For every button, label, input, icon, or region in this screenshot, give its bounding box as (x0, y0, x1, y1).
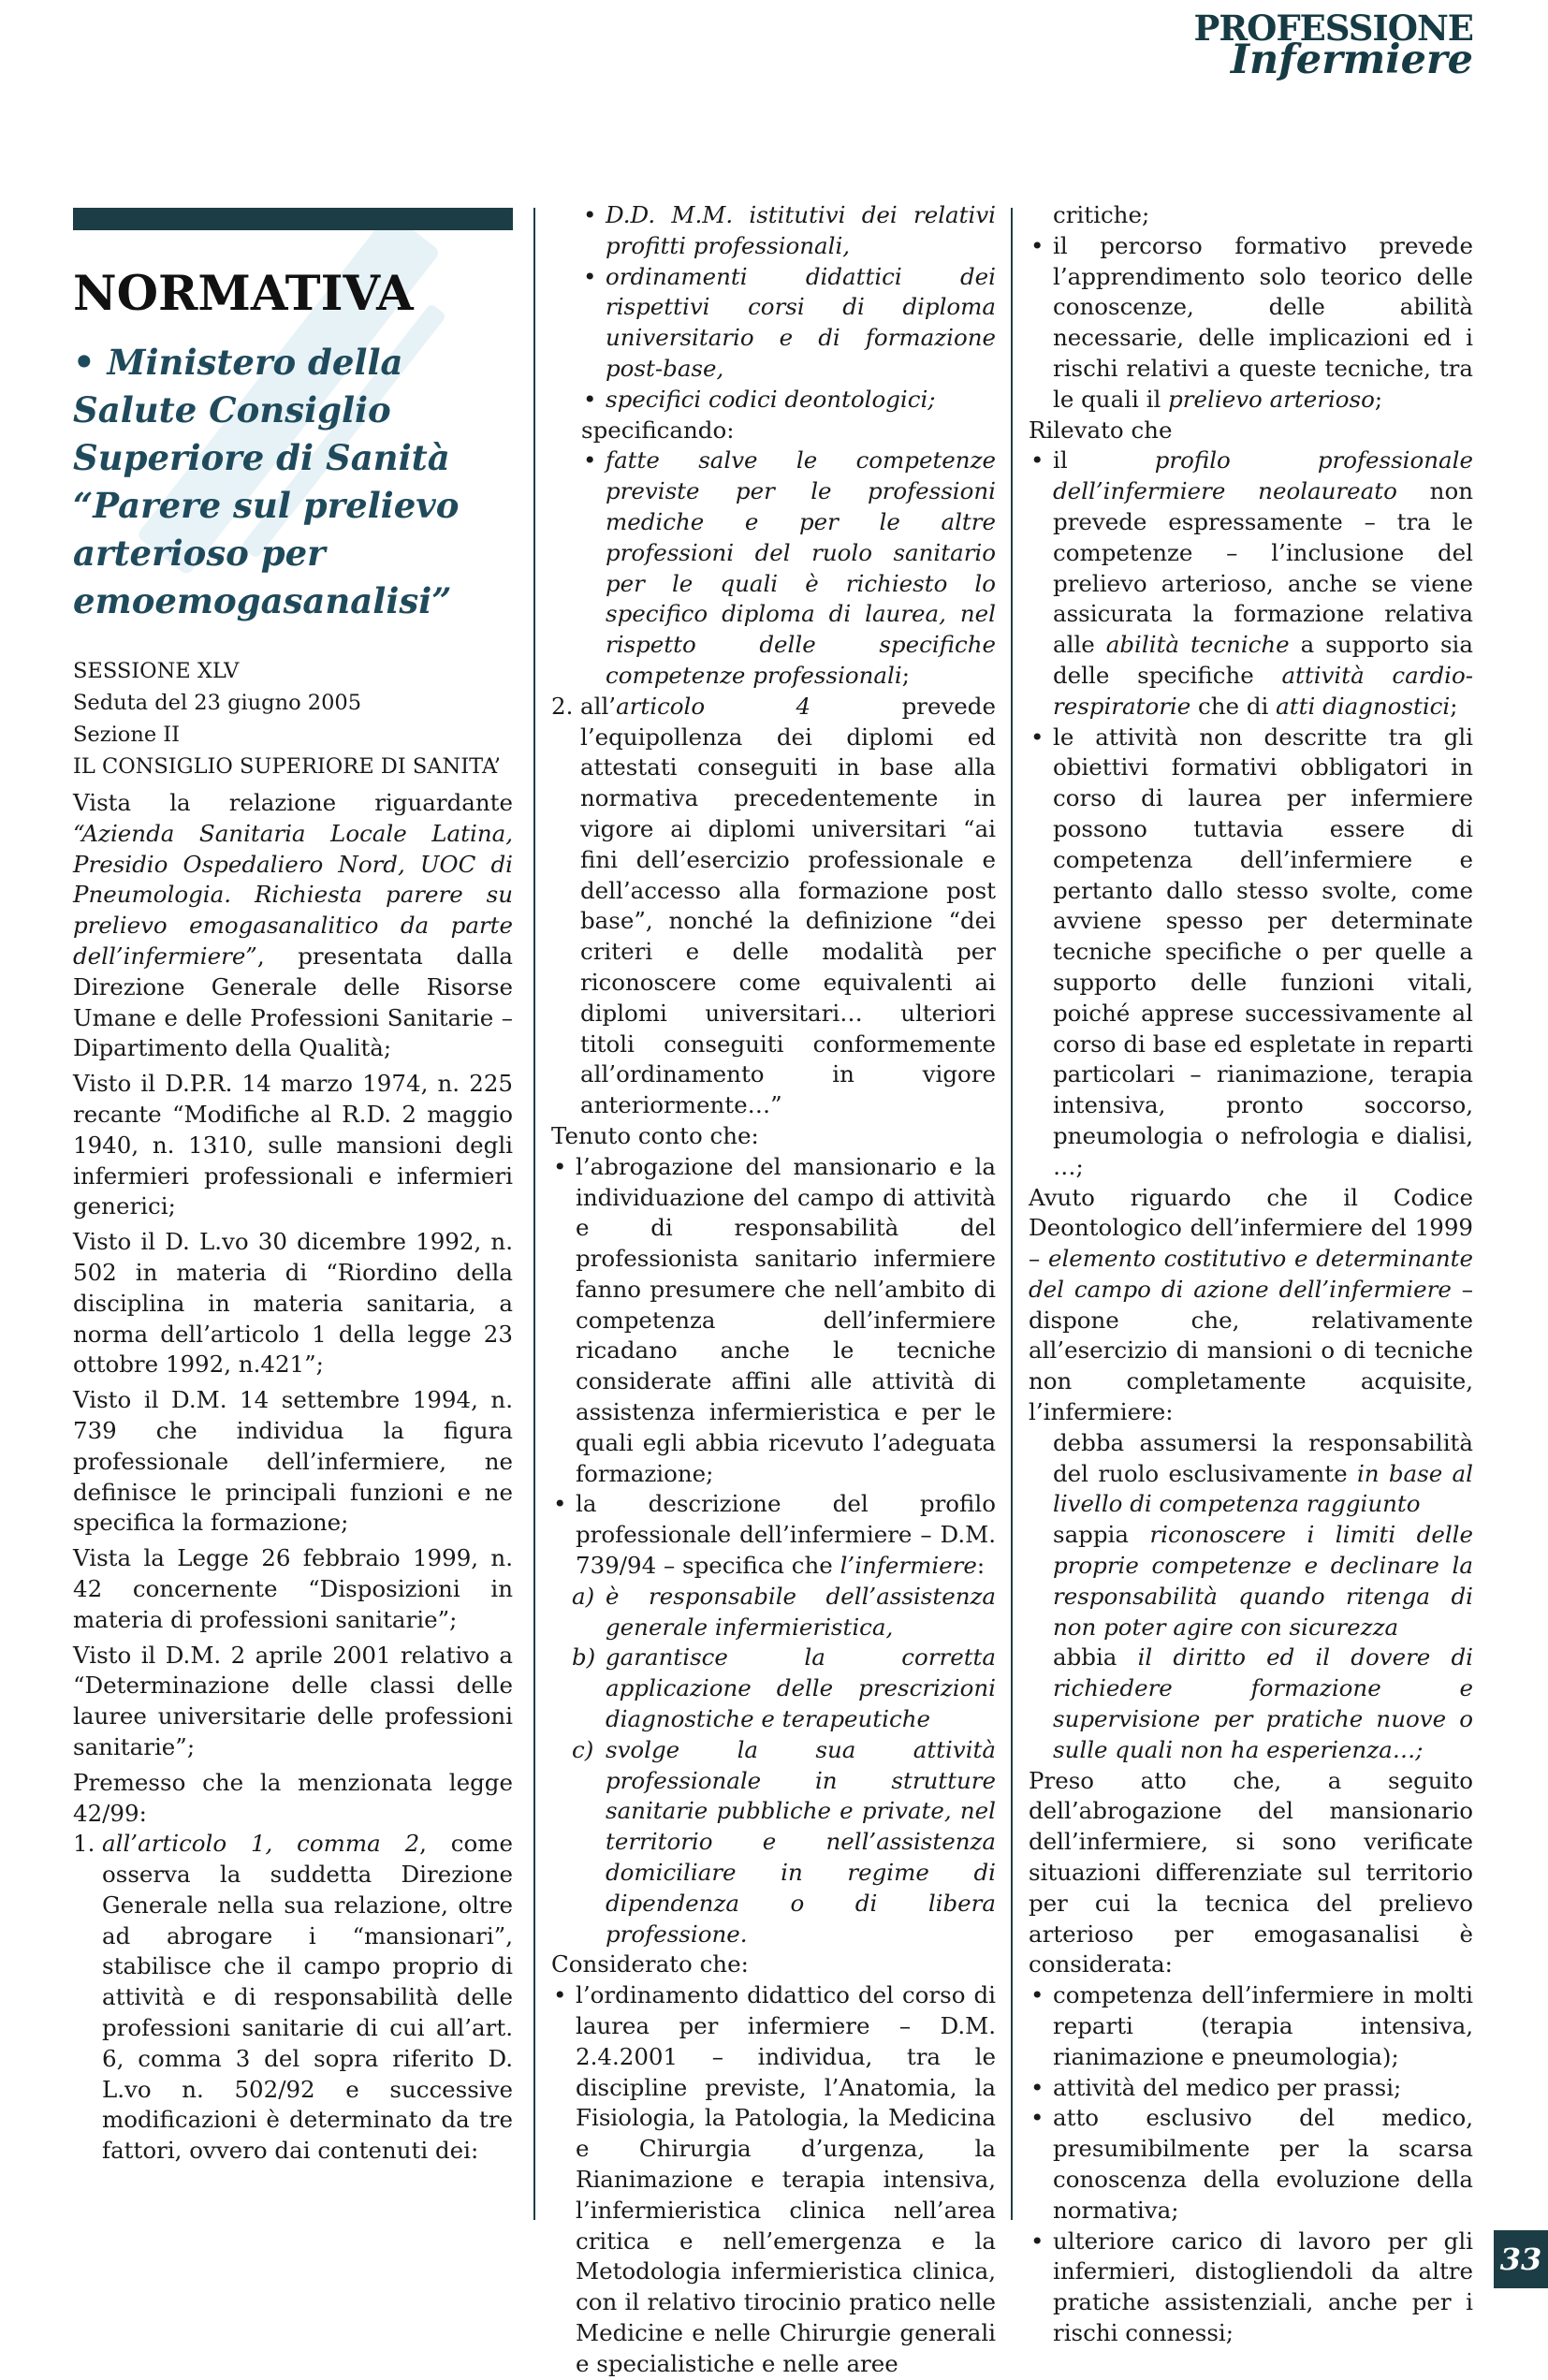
list-item: • atto esclusivo del medico, presumibilmente per la scarsa conoscenza della evoluzione della normativa; (1029, 2103, 1473, 2226)
list-item: • ordinamenti didattici dei rispettivi corsi di diploma universitario e di formazione post-base, (581, 262, 996, 385)
list-item-c: c) svolge la sua attività professionale in strutture sanitarie pubbliche e private, nel territorio e nell’assistenza domiciliare in regime di dipendenza o di libera professione. (572, 1735, 996, 1948)
text-considerato: Considerato che: (551, 1950, 749, 1978)
meta-line: Sezione II (73, 723, 181, 747)
paragraph-vista-legge: Vista la Legge 26 febbraio 1999, n. 42 concernente “Disposizioni in materia di professioni sanitarie”; (73, 1544, 513, 1633)
text-specificando: specificando: (581, 416, 735, 444)
list-item: • specifici codici deontologici; (581, 385, 996, 416)
page-number: 33 (1494, 2230, 1548, 2288)
paragraph-visto-dm739: Visto il D.M. 14 settembre 1994, n. 739 che individua la figura professionale dell’infermiere, ne definisce le principali funzioni e ne specifica la formazione; (73, 1386, 513, 1537)
paragraph-visto-dlvo: Visto il D. L.vo 30 dicembre 1992, n. 502 in materia di “Riordino della disciplina in materia sanitaria, a norma dell’articolo 1 della legge 23 ottobre 1992, n.421”; (73, 1228, 513, 1379)
list-item-b: b) garantisce la corretta applicazione delle prescrizioni diagnostiche e terapeutiche (572, 1643, 996, 1733)
list-item: • la descrizione del profilo professionale dell’infermiere – D.M. 739/94 – specifica che l’infermiere: (551, 1489, 996, 1581)
alpha-list (551, 1582, 996, 1950)
bullet-list-percorso (1029, 231, 1473, 416)
paragraph-visto-dpr: Visto il D.P.R. 14 marzo 1974, n. 225 recante “Modifiche al R.D. 2 maggio 1940, n. 1310, sulle mansioni degli infermieri professionali e infermieri generici; (73, 1070, 513, 1220)
session-meta (73, 655, 513, 782)
text-sappia: sappia riconoscere i limiti delle proprie competenze e declinare la responsabilità quando ritenga di non poter agire con sicurezza (1053, 1521, 1473, 1641)
article-headline: • Ministero della Salute Consiglio Superiore di Sanità “Parere sul prelievo arterioso per emoemogasanalisi” (73, 342, 460, 621)
bullet-list-tenuto (551, 1152, 996, 1582)
list-item: • attività del medico per prassi; (1029, 2073, 1473, 2104)
column-rule-2 (1011, 208, 1013, 2220)
list-item: • competenza dell’infermiere in molti reparti (terapia intensiva, rianimazione e pneumologia); (1029, 1980, 1473, 2072)
list-item: • D.D. M.M. istitutivi dei relativi profitti professionali, (581, 200, 996, 262)
column-rule-1 (533, 208, 535, 2220)
bullet-list-rilevato (1029, 445, 1473, 1182)
masthead-line1: PROFESSIONE (1193, 7, 1473, 49)
list-item-a: a) è responsabile dell’assistenza generale infermieristica, (572, 1582, 996, 1641)
list-item-1: 1. all’articolo 1, comma 2, come osserva la suddetta Direzione Generale nella sua relazione, oltre ad abrogare i “mansionari”, stabilisce che il campo proprio di attività e di responsabilità delle professioni sanitarie di cui all’art. 6, comma 3 del sopra riferito D. L.vo n. 502/92 e successive modificazioni è determinato da tre fattori, ovvero dai contenuti dei: (73, 1830, 513, 2165)
text-rilevato: Rilevato che (1029, 416, 1173, 444)
meta-line: IL CONSIGLIO SUPERIORE DI SANITA’ (73, 754, 501, 779)
paragraph-avuto-riguardo: Avuto riguardo che il Codice Deontologico dell’infermiere del 1999 – elemento costitutivo e determinante del campo di azione dell’infermiere – dispone che, relativamente all’esercizio di mansioni o di tecniche non completamente acquisite, l’infermiere: (1029, 1183, 1473, 1426)
paragraph-premesso: Premesso che la menzionata legge 42/99: (73, 1768, 513, 1827)
numbered-list (73, 1829, 513, 2167)
text-abbia: abbia il diritto ed il dovere di richiedere formazione e supervisione per pratiche nuove o sulle quali non ha esperienza…; (1053, 1643, 1473, 1763)
column-2 (551, 200, 996, 2380)
list-item: • il percorso formativo prevede l’apprendimento solo teorico delle conoscenze, delle abilità necessarie, delle implicazioni ed i rischi relativi a queste tecniche, tra le quali il prelievo arterioso; (1029, 231, 1473, 416)
meta-line: Seduta del 23 giugno 2005 (73, 691, 362, 715)
column-3 (1029, 200, 1473, 2349)
list-item: • le attività non descritte tra gli obiettivi formativi obbligatori in corso di laurea per infermiere possono tuttavia essere di competenza dell’infermiere e pertanto dallo stesso svolte, come avviene spesso per determinate tecniche specifiche o per quelle a supporto delle funzioni vitali, poiché apprese successivamente al corso di base ed espletate in reparti particolari – rianimazione, terapia intensiva, pronto soccorso, pneumologia o nefrologia e dialisi, …; (1029, 723, 1473, 1183)
paragraph-preso-atto: Preso atto che, a seguito dell’abrogazione del mansionario dell’infermiere, si sono verificate situazioni differenziate sul territorio per cui la tecnica del prelievo arterioso per emogasanalisi è considerata: (1029, 1766, 1473, 1978)
paragraph-vista-relazione: Vista la relazione riguardante “Azienda Sanitaria Locale Latina, Presidio Ospedaliero Nord, UOC di Pneumologia. Richiesta parere su prelievo emogasanalitico da parte dell’infermiere”, presentata dalla Direzione Generale delle Risorse Umane e delle Professioni Sanitarie – Dipartimento della Qualità; (73, 789, 513, 1062)
masthead-logo (1193, 7, 1473, 83)
bullet-list-considerata (1029, 1980, 1473, 2349)
column-1 (73, 208, 513, 2167)
text-debba: debba assumersi la responsabilità del ruolo esclusivamente in base al livello di competenza raggiunto (1053, 1428, 1474, 1518)
list-item: • l’abrogazione del mansionario e la individuazione del campo di attività e di responsabilità del professionista sanitario infermiere fanno presumere che nell’ambito di competenza dell’infermiere ricadano anche le tecniche considerate affini alle attività di assistenza infermieristica e per le quali egli abbia ricevuto l’adeguata formazione; (551, 1152, 996, 1490)
section-bar (73, 208, 513, 230)
numbered-list-continued (551, 692, 996, 1121)
bullet-list-considerato (551, 1980, 996, 2379)
list-item: • il profilo professionale dell’infermiere neolaureato non prevede espressamente – tra le competenze – l’inclusione del prelievo arterioso, anche se viene assicurata la formazione relativa alle abilità tecniche a supporto sia delle specifiche attività cardio-respiratorie che di atti diagnostici; (1029, 445, 1473, 722)
list-item: • l’ordinamento didattico del corso di laurea per infermiere – D.M. 2.4.2001 – individua, tra le discipline previste, l’Anatomia, la Fisiologia, la Patologia, la Medicina e Chirurgia d’urgenza, la Rianimazione e terapia intensiva, l’infermieristica clinica nell’area critica e nell’emergenza e la Metodologia infermieristica clinica, con il relativo tirocinio pratico nelle Medicine e nelle Chirurgie generali e specialistiche e nelle aree (551, 1980, 996, 2379)
meta-line: SESSIONE XLV (73, 659, 240, 683)
list-item: • fatte salve le competenze previste per le professioni mediche e per le altre professioni del ruolo sanitario per le quali è richiesto lo specifico diploma di laurea, nel rispetto delle specifiche competenze professionali; (581, 445, 996, 691)
text-tenuto-conto: Tenuto conto che: (551, 1121, 759, 1149)
bullet-list-fatte-salve (551, 445, 996, 691)
section-title: NORMATIVA (73, 266, 414, 322)
list-item: • ulteriore carico di lavoro per gli infermieri, distogliendoli da altre pratiche assistenziali, anche per i rischi connessi; (1029, 2227, 1473, 2349)
masthead-line2: Infermiere (1230, 37, 1473, 83)
text-critiche: critiche; (1053, 201, 1150, 228)
bullet-list-contents (551, 200, 996, 416)
list-item-2: 2. all’articolo 4 prevede l’equipollenza dei diplomi ed attestati conseguiti in base alla normativa precedentemente in vigore ai diplomi universitari “ai fini dell’esercizio professionale e dell’accesso alla formazione post base”, nonché la definizione “dei criteri e delle modalità per riconoscere come equivalenti ai diplomi universitari… ulteriori titoli conseguiti conformemente all’ordinamento in vigore anteriormente…” (551, 692, 996, 1119)
paragraph-visto-dm2001: Visto il D.M. 2 aprile 2001 relativo a “Determinazione delle classi delle lauree universitarie delle professioni sanitarie”; (73, 1641, 513, 1760)
